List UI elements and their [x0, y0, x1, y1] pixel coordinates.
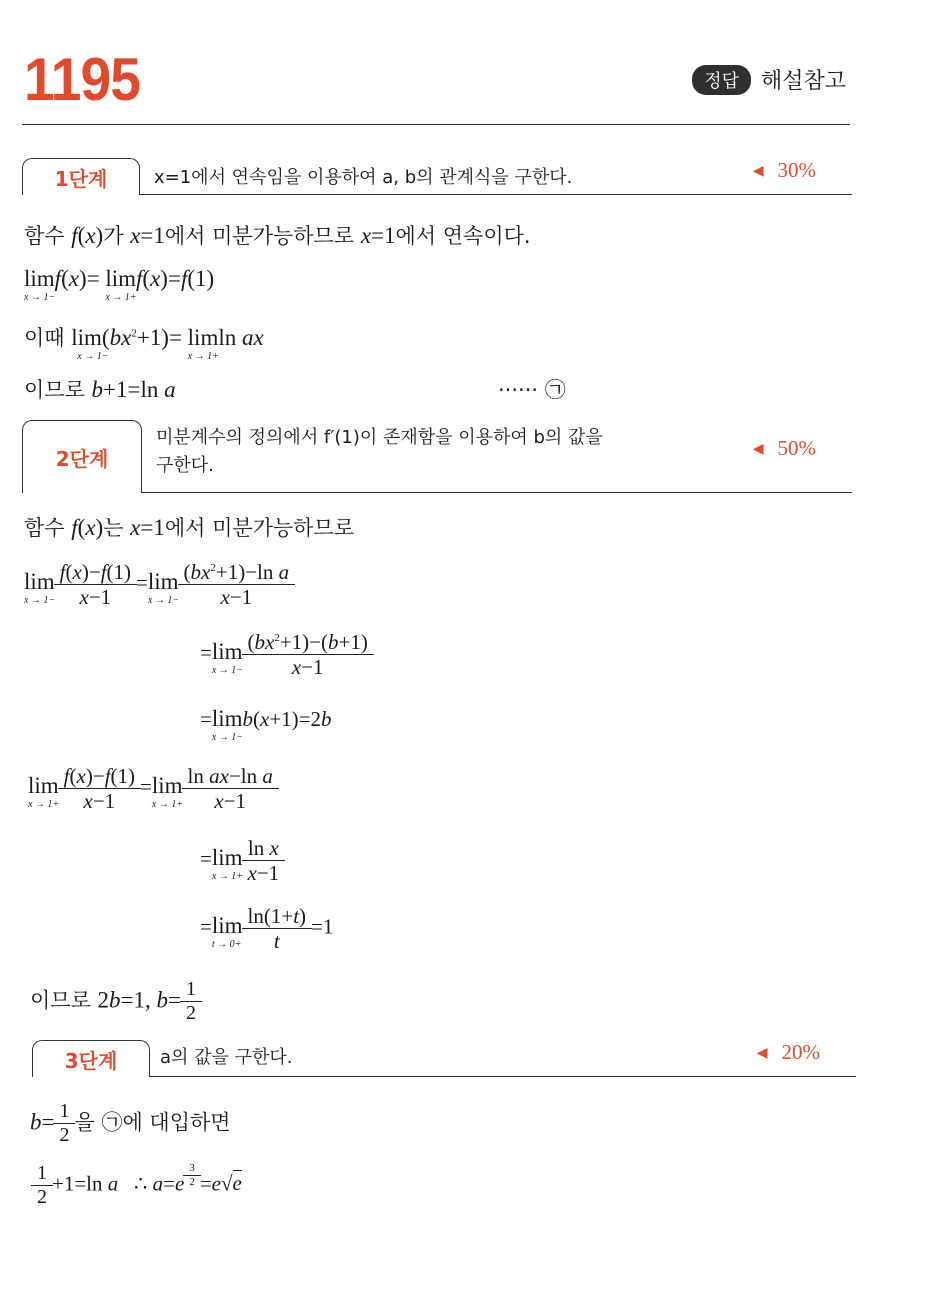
- body-line-9: 이므로 2b=1, b= $\frac{1}{2}$: [30, 978, 201, 1025]
- answer-badge: 정답: [692, 65, 751, 95]
- step-3-text: a의 값을 구한다.: [160, 1047, 293, 1068]
- left-derivative-line-2: =lim x → 1− $\frac{(bx^2+1)-(b+1)}{x-1}$: [200, 630, 373, 679]
- answer-box: [692, 64, 846, 95]
- body-line-10: b= $\frac{1}{2}$ 을 ㉠에 대입하면: [30, 1100, 231, 1146]
- body-line-1: 함수 f(x)가 x=1에서 미분가능하므로 x=1에서 연속이다.: [24, 223, 531, 248]
- body-line-5: 함수 f(x)는 x=1에서 미분가능하므로: [24, 515, 355, 540]
- right-derivative-line-3: =lim t → 0+ $\frac{\ln(1+t)}{t}$ =1: [200, 904, 334, 954]
- step-2-percent: ◀ 50%: [752, 436, 816, 460]
- right-derivative-line-2: =lim x → 1+ $\frac{\text{ln x}}{x-1}$: [200, 836, 284, 885]
- body-line-4: 이므로 b+1=ln a ······ ㉠: [24, 374, 594, 404]
- step-2-text: 미분계수의 정의에서 f′(1)이 존재함을 이용하여 b의 값을 구한다.: [156, 427, 603, 476]
- step-3-tag: 3단계: [32, 1040, 150, 1077]
- step-1-tag: 1단계: [22, 158, 140, 195]
- continuity-equation: lim x → 1− f(x)= lim x → 1+ f(x)=f(1): [24, 266, 215, 303]
- final-result: $\frac{1}{2}$ +1=ln a ∴ a=e $^{\frac{3}{2}}$ =e√e: [32, 1162, 242, 1209]
- step-1-text: x=1에서 연속임을 이용하여 a, b의 관계식을 구한다.: [154, 167, 573, 188]
- step-3-percent: ◀ 20%: [756, 1040, 820, 1064]
- body-line-3: 이때 lim x → 1− $(bx^2+1)= limln$ ax x → 1+: [24, 325, 264, 362]
- step-2-tag: 2단계: [22, 420, 142, 493]
- step-1-percent: ◀ 30%: [752, 158, 816, 182]
- step-2-bar: [22, 420, 852, 493]
- step-1-bar: [22, 158, 852, 195]
- step-3-bar: [32, 1040, 856, 1077]
- problem-number: 1195: [24, 46, 141, 113]
- answer-text: 해설참고: [760, 69, 846, 94]
- header-divider: [22, 124, 850, 125]
- equation-marker: ······ ㉠: [498, 378, 566, 402]
- right-derivative-line-1: lim x → 1+ $\frac{f(x)-f(1)}{x-1}$ =lim x → 1+ $\frac{\text{ln ax−ln a}}{x-1}$: [28, 764, 278, 813]
- left-derivative-line-3: =lim x → 1− b(x+1)=2b: [200, 706, 332, 743]
- left-derivative-line-1: lim x → 1− $\frac{f(x)-f(1)}{x-1}$ =lim x → 1− $\frac{(bx^2+1)-\ln a}{x-1}$: [24, 560, 294, 609]
